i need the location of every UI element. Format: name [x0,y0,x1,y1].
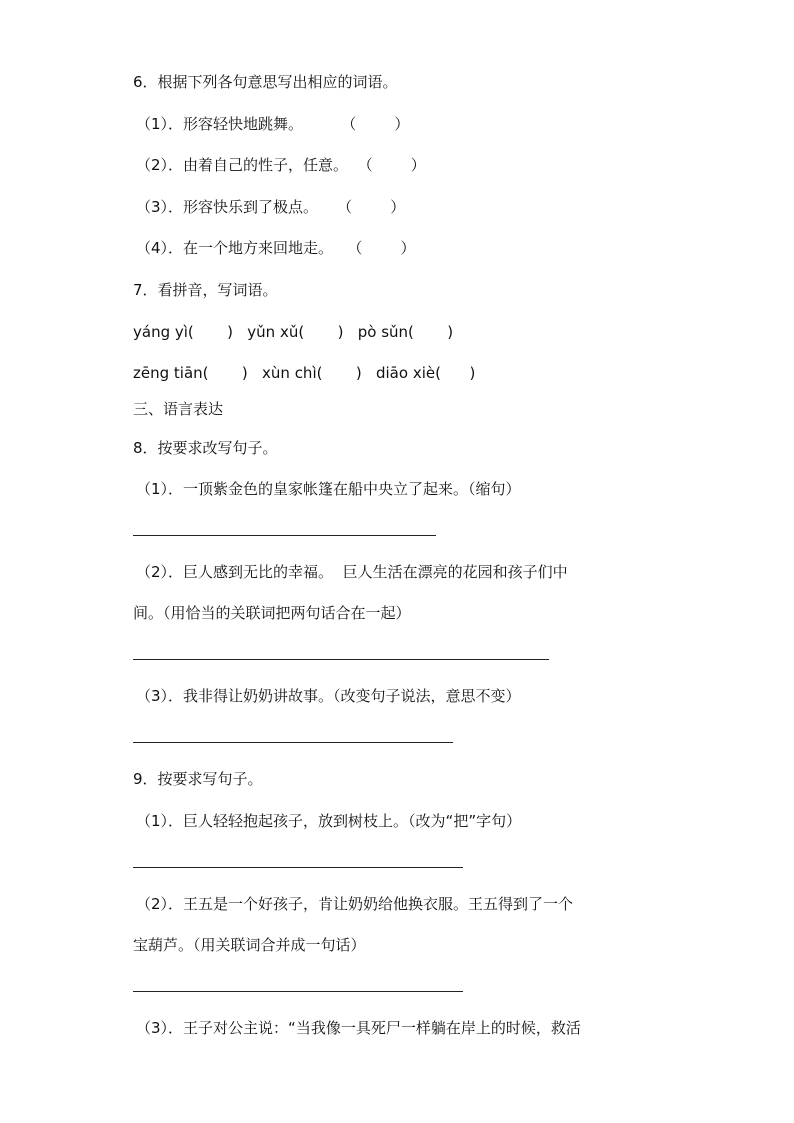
q9-title: 9．按要求写句子。 [133,770,263,788]
q8-answer-line-2[interactable] [133,659,549,660]
q9-item-2-line-2: 宝葫芦。（用关联词合并成一句话） [133,936,366,954]
q7-pinyin-row-2: zēng tiān( ) xùn chì( ) diāo xiè( ) [133,364,476,382]
q6-item-4: （4）．在一个地方来回地走。 （ ） [136,239,416,257]
q8-item-2-line-1: （2）．巨人感到无比的幸福。 巨人生活在漂亮的花园和孩子们中 [136,563,568,581]
q9-answer-line-1[interactable] [133,867,463,868]
q8-answer-line-1[interactable] [133,535,436,536]
q6-title: 6．根据下列各句意思写出相应的词语。 [133,73,398,91]
q8-title: 8．按要求改写句子。 [133,439,278,457]
q8-item-1: （1）．一顶紫金色的皇家帐篷在船中央立了起来。（缩句） [136,480,521,498]
q9-answer-line-2[interactable] [133,991,463,992]
q8-item-2-line-2: 间。（用恰当的关联词把两句话合在一起） [133,604,411,622]
q9-item-1: （1）．巨人轻轻抱起孩子，放到树枝上。（改为“把”字句） [136,812,522,830]
q9-item-2-line-1: （2）．王五是一个好孩子，肯让奶奶给他换衣服。王五得到了一个 [136,895,574,913]
section-3-heading: 三、语言表达 [133,400,224,418]
q6-item-3: （3）．形容快乐到了极点。 （ ） [136,198,406,216]
q6-item-2: （2）．由着自己的性子，任意。 （ ） [136,156,426,174]
q7-pinyin-row-1: yáng yì( ) yǔn xǔ( ) pò sǔn( ) [133,323,454,341]
q9-item-3: （3）．王子对公主说：“当我像一具死尸一样躺在岸上的时候，救活 [136,1019,581,1037]
q7-title: 7．看拼音，写词语。 [133,281,278,299]
q8-answer-line-3[interactable] [133,742,453,743]
q8-item-3: （3）．我非得让奶奶讲故事。（改变句子说法，意思不变） [136,687,521,705]
q6-item-1: （1）．形容轻快地跳舞。 （ ） [136,115,410,133]
